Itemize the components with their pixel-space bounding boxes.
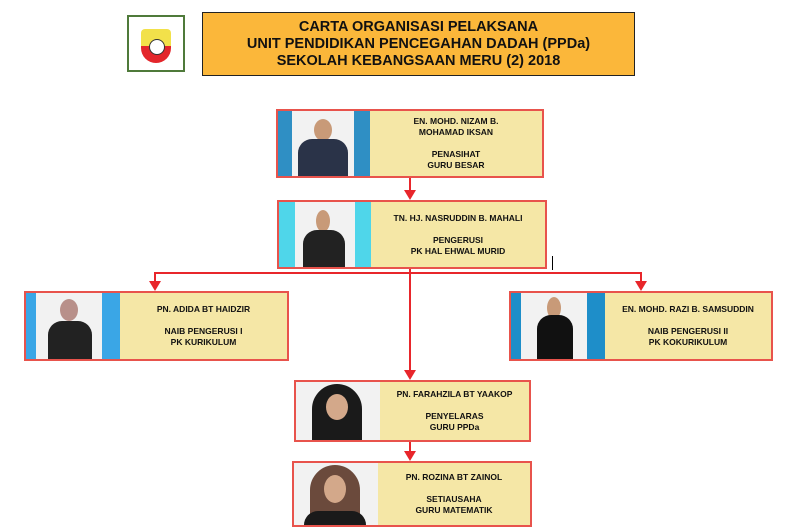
title-line-3: SEKOLAH KEBANGSAAN MERU (2) 2018 xyxy=(276,53,561,69)
text-cursor xyxy=(552,256,553,270)
member-photo xyxy=(296,382,380,440)
school-logo xyxy=(127,15,185,72)
member-card-coordinator xyxy=(294,380,531,442)
member-role: PENASIHAT xyxy=(431,149,481,159)
member-name: PN. ROZINA BT ZAINOL xyxy=(405,472,503,482)
connector-line xyxy=(409,268,411,371)
title-line-1: CARTA ORGANISASI PELAKSANA xyxy=(298,19,539,35)
member-card-advisor xyxy=(276,109,544,178)
arrow-icon xyxy=(149,281,161,291)
arrow-icon xyxy=(635,281,647,291)
connector-line xyxy=(409,177,411,191)
member-photo xyxy=(26,293,120,359)
arrow-icon xyxy=(404,190,416,200)
member-post: GURU BESAR xyxy=(427,160,485,170)
member-card-chairman xyxy=(277,200,547,269)
member-name: TN. HJ. NASRUDDIN B. MAHALI xyxy=(393,212,523,223)
member-post: GURU PPDa xyxy=(429,422,480,432)
arrow-icon xyxy=(404,451,416,461)
member-role: PENYELARAS xyxy=(425,411,484,421)
connector-line xyxy=(154,272,642,274)
member-photo xyxy=(511,293,605,359)
member-role: NAIB PENGERUSI I xyxy=(164,326,243,336)
member-post: PK KURIKULUM xyxy=(170,337,237,347)
arrow-icon xyxy=(404,370,416,380)
member-card-secretary xyxy=(292,461,532,527)
member-post: GURU MATEMATIK xyxy=(415,505,493,515)
member-name: EN. MOHD. RAZI B. SAMSUDDIN xyxy=(622,304,754,314)
member-role: NAIB PENGERUSI II xyxy=(647,326,729,336)
member-photo xyxy=(294,463,378,525)
title-line-2: UNIT PENDIDIKAN PENCEGAHAN DADAH (PPDa) xyxy=(246,36,591,52)
member-card-vice-chair-2 xyxy=(509,291,773,361)
member-photo xyxy=(278,111,370,176)
member-card-vice-chair-1 xyxy=(24,291,289,361)
member-name: PN. FARAHZILA BT YAAKOP xyxy=(396,389,513,399)
member-name: EN. MOHD. NIZAM B. MOHAMAD IKSAN xyxy=(413,116,499,137)
member-post: PK KOKURIKULUM xyxy=(648,337,728,347)
member-role: SETIAUSAHA xyxy=(426,494,482,504)
member-post: PK HAL EHWAL MURID xyxy=(410,245,506,256)
chart-title xyxy=(202,12,635,76)
member-role: PENGERUSI xyxy=(432,234,484,245)
member-photo xyxy=(279,202,371,267)
member-name: PN. ADIDA BT HAIDZIR xyxy=(156,304,251,314)
